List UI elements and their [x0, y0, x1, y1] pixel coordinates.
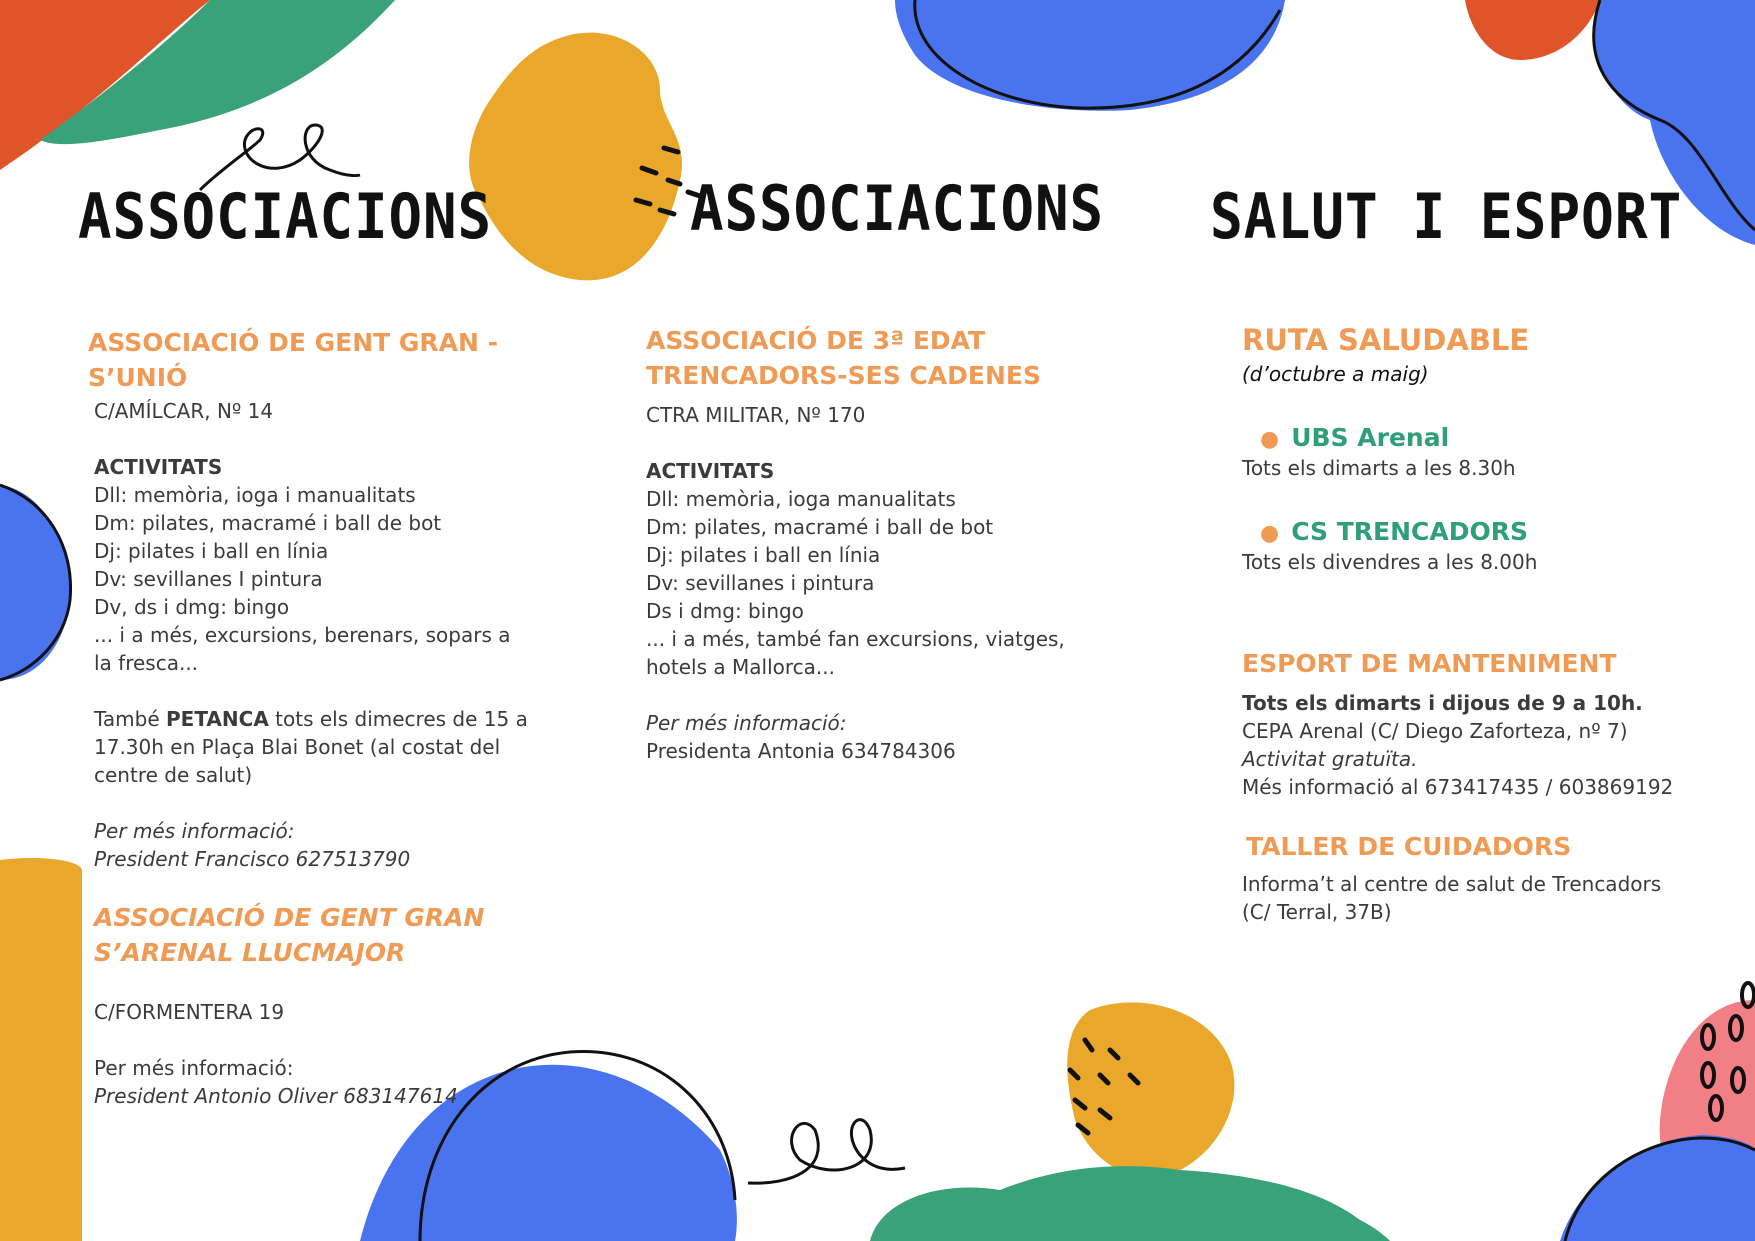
petanca-info [94, 705, 528, 789]
activity-line: Ds i dmg: bingo [646, 599, 804, 623]
ruta-item [1242, 424, 1682, 454]
esport-when: Tots els dimarts i dijous de 9 a 10h. [1242, 691, 1643, 715]
info-label-sarenal: Per més informació: [94, 1056, 294, 1080]
petanca-post: tots els dimecres de 15 a 17.30h en Plaça Blai Bonet (al costat del centre de salut) [94, 707, 528, 787]
title-salut-esport: SALUT I ESPORT [1210, 180, 1683, 253]
info-contact-sarenal: President Antonio Oliver 683147614 [94, 1084, 458, 1108]
info-label-sunio: Per més informació: [94, 819, 295, 843]
esport-free: Activitat gratuïta. [1242, 747, 1418, 771]
activity-line: Dm: pilates, macramé i ball de bot [94, 511, 442, 535]
section-title-trencadors: ASSOCIACIÓ DE 3ª EDAT TRENCADORS-SES CADENES [646, 326, 1041, 390]
activity-line: Dv: sevillanes i pintura [646, 571, 875, 595]
title-associacions-2: ASSOCIACIONS [690, 172, 1104, 245]
column-associacio-sarenal [94, 900, 534, 1110]
activity-line: Dv: sevillanes I pintura [94, 567, 323, 591]
esport-where: CEPA Arenal (C/ Diego Zaforteza, nº 7) [1242, 719, 1628, 743]
bullet-icon: ● [1260, 521, 1280, 546]
activity-line: Dj: pilates i ball en línia [94, 539, 329, 563]
column-associacio-trencadors [646, 323, 1106, 765]
activity-line: Dll: memòria, ioga manualitats [646, 487, 956, 511]
ruta-item-time: Tots els divendres a les 8.00h [1242, 550, 1538, 574]
petanca-label: PETANCA [166, 707, 269, 731]
activities-title-sunio: ACTIVITATS [94, 455, 223, 479]
address-trencadors: CTRA MILITAR, Nº 170 [646, 403, 866, 427]
activity-line: Dm: pilates, macramé i ball de bot [646, 515, 994, 539]
taller-text: Informa’t al centre de salut de Trencadors (C/ Terral, 37B) [1242, 872, 1662, 924]
section-title-ruta: RUTA SALUDABLE [1242, 323, 1530, 357]
ruta-item-time: Tots els dimarts a les 8.30h [1242, 456, 1516, 480]
info-label-trencadors: Per més informació: [646, 711, 847, 735]
ruta-period: (d’octubre a maig) [1242, 362, 1429, 386]
activity-line: Dv, ds i dmg: bingo [94, 595, 290, 619]
ruta-item-name: UBS Arenal [1291, 423, 1450, 452]
section-title-sarenal-2: S’ARENAL LLUCMAJOR [94, 938, 406, 967]
activity-line: ... i a més, excursions, berenars, sopars a la fresca... [94, 623, 511, 675]
column-salut-esport [1242, 320, 1682, 926]
section-title-sunio: ASSOCIACIÓ DE GENT GRAN - S’UNIÓ [88, 328, 499, 392]
activity-line: Dll: memòria, ioga i manualitats [94, 483, 416, 507]
info-contact-trencadors: Presidenta Antonia 634784306 [646, 739, 956, 763]
ruta-item [1242, 518, 1682, 548]
esport-info: Més informació al 673417435 / 603869192 [1242, 775, 1674, 799]
ruta-item-name: CS TRENCADORS [1291, 517, 1528, 546]
section-title-sarenal-1: ASSOCIACIÓ DE GENT GRAN [94, 903, 485, 932]
section-title-taller: TALLER DE CUIDADORS [1246, 832, 1572, 861]
activity-line: ... i a més, també fan excursions, viatges, hotels a Mallorca... [646, 627, 1065, 679]
petanca-pre: També [94, 707, 160, 731]
address-sarenal: C/FORMENTERA 19 [94, 1000, 285, 1024]
section-title-esport: ESPORT DE MANTENIMENT [1242, 649, 1617, 678]
activities-title-trencadors: ACTIVITATS [646, 459, 775, 483]
address-sunio: C/AMÍLCAR, Nº 14 [94, 399, 274, 423]
activity-line: Dj: pilates i ball en línia [646, 543, 881, 567]
column-associacio-sunio [88, 325, 528, 873]
bullet-icon: ● [1260, 427, 1280, 452]
title-associacions-1: ASSOCIACIONS [78, 180, 492, 253]
info-contact-sunio: President Francisco 627513790 [94, 847, 411, 871]
